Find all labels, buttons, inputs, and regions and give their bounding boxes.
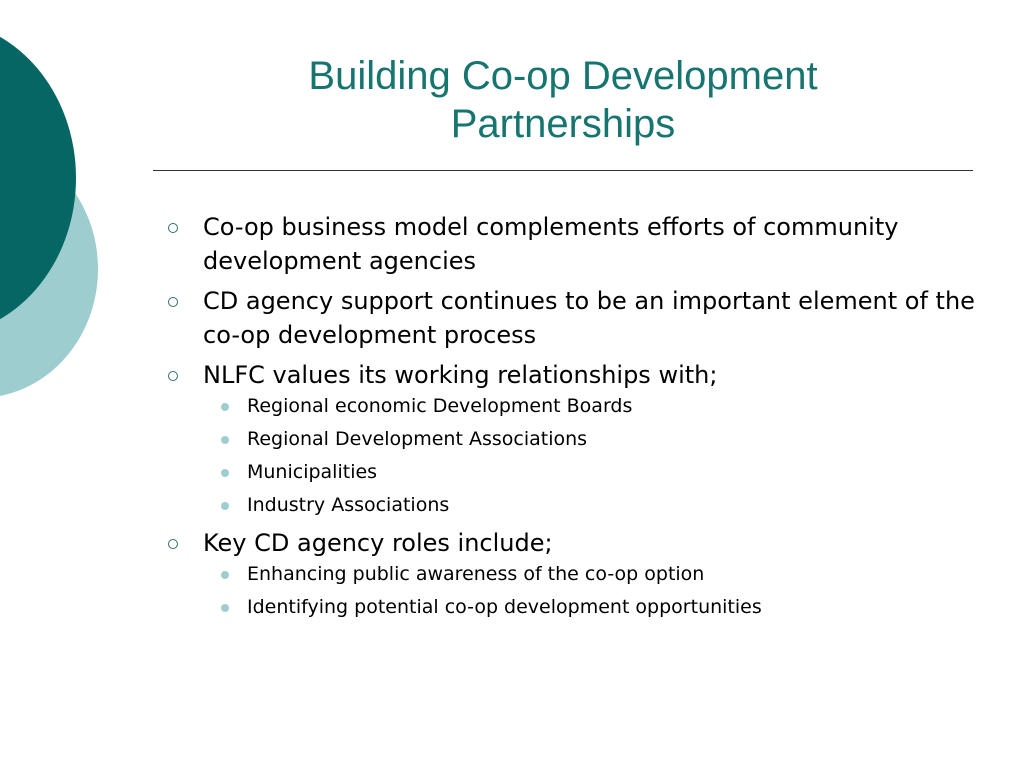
dot-bullet-icon — [221, 571, 229, 579]
bullet-text: Key CD agency roles include; — [203, 529, 553, 557]
bullet-list — [150, 210, 990, 392]
title-line-1: Building Co-op Development — [308, 54, 818, 98]
bullet-text: CD agency support continues to be an important element of the co-op development process — [203, 287, 975, 349]
bullet-item — [150, 210, 990, 278]
slide-title — [155, 52, 971, 148]
sub-bullet-item — [203, 558, 990, 591]
dot-bullet-icon — [221, 502, 229, 510]
sub-bullet-item — [203, 423, 990, 456]
sub-bullet-item — [203, 456, 990, 489]
bullet-item — [150, 358, 990, 392]
ring-bullet-icon — [168, 371, 178, 381]
ring-bullet-icon — [168, 539, 178, 549]
dot-bullet-icon — [221, 436, 229, 444]
bullet-list — [150, 526, 990, 560]
sub-bullet-item — [203, 591, 990, 624]
sub-bullet-item — [203, 489, 990, 522]
dot-bullet-icon — [221, 403, 229, 411]
dot-bullet-icon — [221, 469, 229, 477]
bullet-item — [150, 284, 990, 352]
title-line-2: Partnerships — [450, 102, 676, 146]
bullet-text: NLFC values its working relationships with; — [203, 361, 718, 389]
sub-bullet-group — [203, 390, 990, 522]
sub-bullet-list — [203, 390, 990, 522]
bullet-item — [150, 526, 990, 560]
ring-bullet-icon — [168, 297, 178, 307]
sub-bullet-text: Regional Development Associations — [247, 428, 588, 450]
dot-bullet-icon — [221, 604, 229, 612]
ring-bullet-icon — [168, 223, 178, 233]
sub-bullet-text: Enhancing public awareness of the co-op option — [247, 563, 705, 585]
sub-bullet-list — [203, 558, 990, 624]
sub-bullet-text: Identifying potential co-op development opportunities — [247, 596, 762, 618]
sub-bullet-item — [203, 390, 990, 423]
sub-bullet-text: Regional economic Development Boards — [247, 395, 633, 417]
bullet-content — [150, 210, 990, 628]
title-divider — [153, 170, 973, 171]
sub-bullet-group — [203, 558, 990, 624]
bullet-text: Co-op business model complements efforts of community development agencies — [203, 213, 899, 275]
sub-bullet-text: Industry Associations — [247, 494, 450, 516]
sub-bullet-text: Municipalities — [247, 461, 378, 483]
